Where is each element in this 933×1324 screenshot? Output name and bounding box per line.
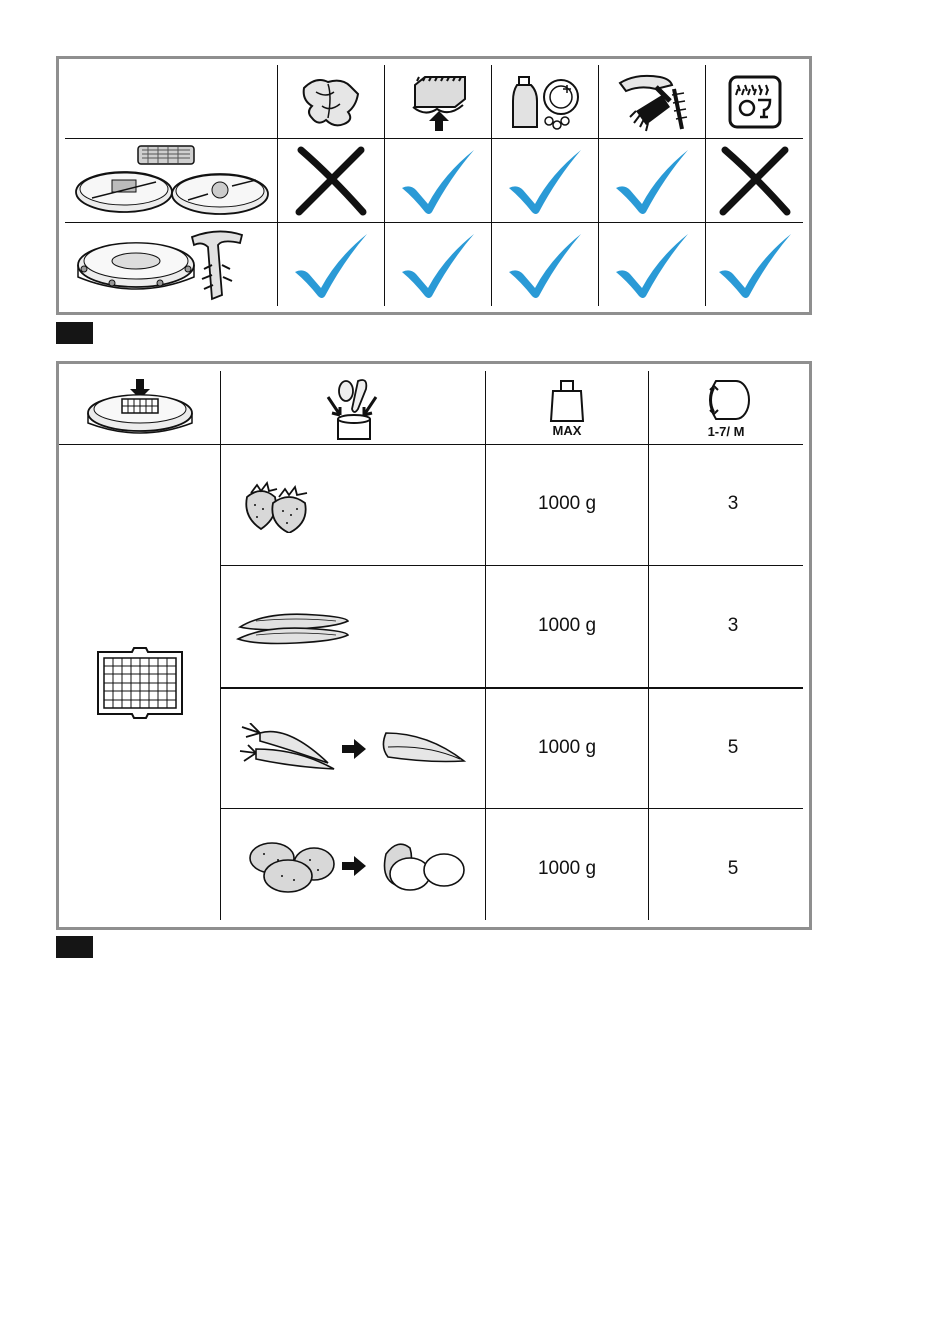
dishwasher-icon <box>706 66 803 138</box>
mark-check <box>492 223 598 306</box>
speed-value: 3 <box>727 615 739 636</box>
mark-check <box>385 139 491 222</box>
detergent-icon <box>492 66 598 138</box>
mark-check <box>706 223 803 306</box>
damp-cloth-icon <box>278 66 384 138</box>
cucumbers-icon <box>221 566 371 687</box>
max-value: 1000 g <box>537 615 597 636</box>
section-marker <box>56 322 93 344</box>
max-value: 1000 g <box>537 493 597 514</box>
rotary-knob-icon <box>700 378 752 424</box>
section-marker <box>56 936 93 958</box>
mark-cross <box>278 139 384 222</box>
dicing-grid-icon <box>60 445 220 920</box>
weight-icon <box>549 379 585 423</box>
speed-header <box>649 372 803 444</box>
strawberries-icon <box>221 445 341 565</box>
mark-check <box>599 139 705 222</box>
speed-value: 5 <box>727 737 739 758</box>
discs-and-dicing-grid-icon <box>66 139 277 222</box>
mark-cross <box>706 139 803 222</box>
brush-icon <box>599 66 705 138</box>
max-value: 1000 g <box>537 858 597 879</box>
max-value: 1000 g <box>537 737 597 758</box>
max-weight-header <box>486 372 648 444</box>
speed-label: 1-7/ M <box>707 423 745 439</box>
mark-check <box>385 223 491 306</box>
dicing-insert-and-cleaning-tool-icon <box>66 223 277 306</box>
col-divider <box>485 371 486 920</box>
max-label: MAX <box>552 422 582 438</box>
mark-check <box>599 223 705 306</box>
speed-value: 3 <box>727 493 739 514</box>
sponge-icon <box>385 66 491 138</box>
col-divider <box>648 371 649 920</box>
potatoes-peeled-icon <box>221 809 485 920</box>
carrots-peeled-icon <box>221 688 485 808</box>
speed-value: 5 <box>727 858 739 879</box>
fill-ingredients-icon <box>221 372 485 444</box>
dicing-insert-icon <box>60 372 220 444</box>
mark-check <box>492 139 598 222</box>
mark-check <box>278 223 384 306</box>
